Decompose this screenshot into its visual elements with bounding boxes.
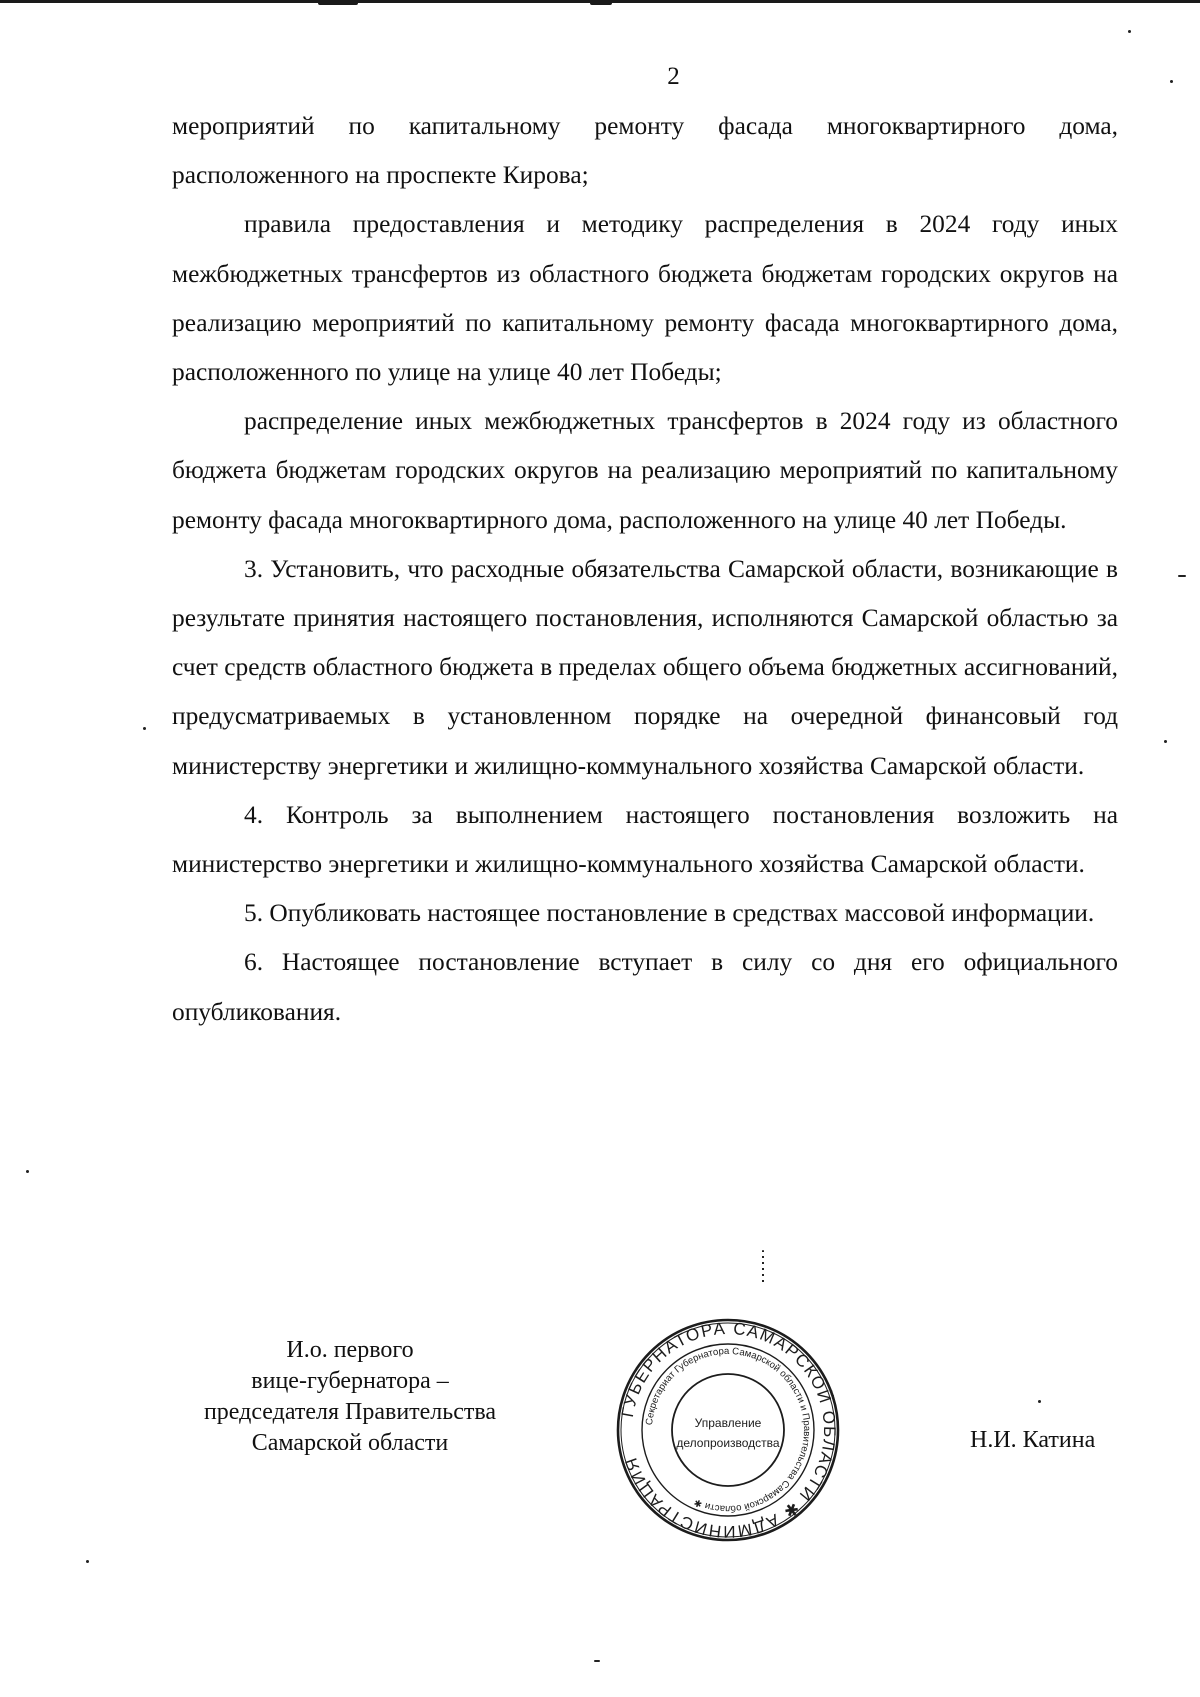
scan-speck <box>1178 575 1186 577</box>
signatory-position-line: И.о. первого <box>286 1337 414 1363</box>
seal-outer-text: ГУБЕРНАТОРА САМАРСКОЙ ОБЛАСТИ ✱ АДМИНИСТРАЦИЯ <box>617 1318 840 1542</box>
paragraph-clause-6: 6. Настоящее постановление вступает в силу со дня его официального опубликования. <box>172 948 1118 1026</box>
paragraph-clause-4: 4. Контроль за выполнением настоящего постановления возложить на министерство энергетики и жилищно-коммунального хозяйства Самарской области. <box>172 800 1118 879</box>
top-border-mark <box>590 1 612 5</box>
scan-speck <box>1038 1400 1041 1403</box>
scan-speck <box>143 727 146 730</box>
document-body <box>172 102 1118 1037</box>
seal-inner-text: Секретариат Губернатора Самарской области и Правительства Самарской области ✱ <box>644 1345 813 1515</box>
scan-speck <box>594 1660 600 1662</box>
page-number: 2 <box>667 63 680 90</box>
official-seal-stamp <box>613 1315 843 1545</box>
scan-speck <box>1170 80 1173 83</box>
signatory-position <box>160 1335 540 1459</box>
signatory-position-line: председателя Правительства <box>203 1399 497 1425</box>
scan-speck <box>762 1250 764 1286</box>
scan-speck <box>1164 740 1167 743</box>
paragraph-clause-3: 3. Установить, что расходные обязательства Самарской области, возникающие в результате принятия настоящего постановления, исполняются Самарской областью за счет средств областного бюджета в пределах общего объема бюджетных ассигнований, предусматриваемых в установленном порядке на очередной финансовый год министерству энергетики и жилищно-коммунального хозяйства Самарской области. <box>172 554 1118 780</box>
top-border-mark <box>318 1 358 5</box>
seal-center-line: делопроизводства <box>676 1436 780 1450</box>
scan-speck <box>86 1560 89 1563</box>
scan-speck <box>26 1170 29 1173</box>
signatory-name: Н.И. Катина <box>970 1427 1096 1453</box>
signatory-position-line: Самарской области <box>251 1430 449 1456</box>
signatory-position-line: вице-губернатора – <box>251 1368 449 1394</box>
paragraph-distribution-item: распределение иных межбюджетных трансфертов в 2024 году из областного бюджета бюджетам городских округов на реализацию мероприятий по капитальному ремонту фасада многоквартирного дома, расположенного на улице 40 лет Победы. <box>172 407 1118 534</box>
paragraph-clause-5: 5. Опубликовать настоящее постановление в средствах массовой информации. <box>244 899 1095 928</box>
scan-speck <box>1128 30 1131 33</box>
seal-center-line: Управление <box>694 1416 762 1430</box>
paragraph-rules-item: правила предоставления и методику распределения в 2024 году иных межбюджетных трансфертов из областного бюджета бюджетам городских округов на реализацию мероприятий по капитальному ремонту фасада многоквартирного дома, расположенного по улице на улице 40 лет Победы; <box>172 210 1118 387</box>
paragraph-continuation: мероприятий по капитальному ремонту фасада многоквартирного дома, расположенного на проспекте Кирова; <box>172 112 1118 190</box>
